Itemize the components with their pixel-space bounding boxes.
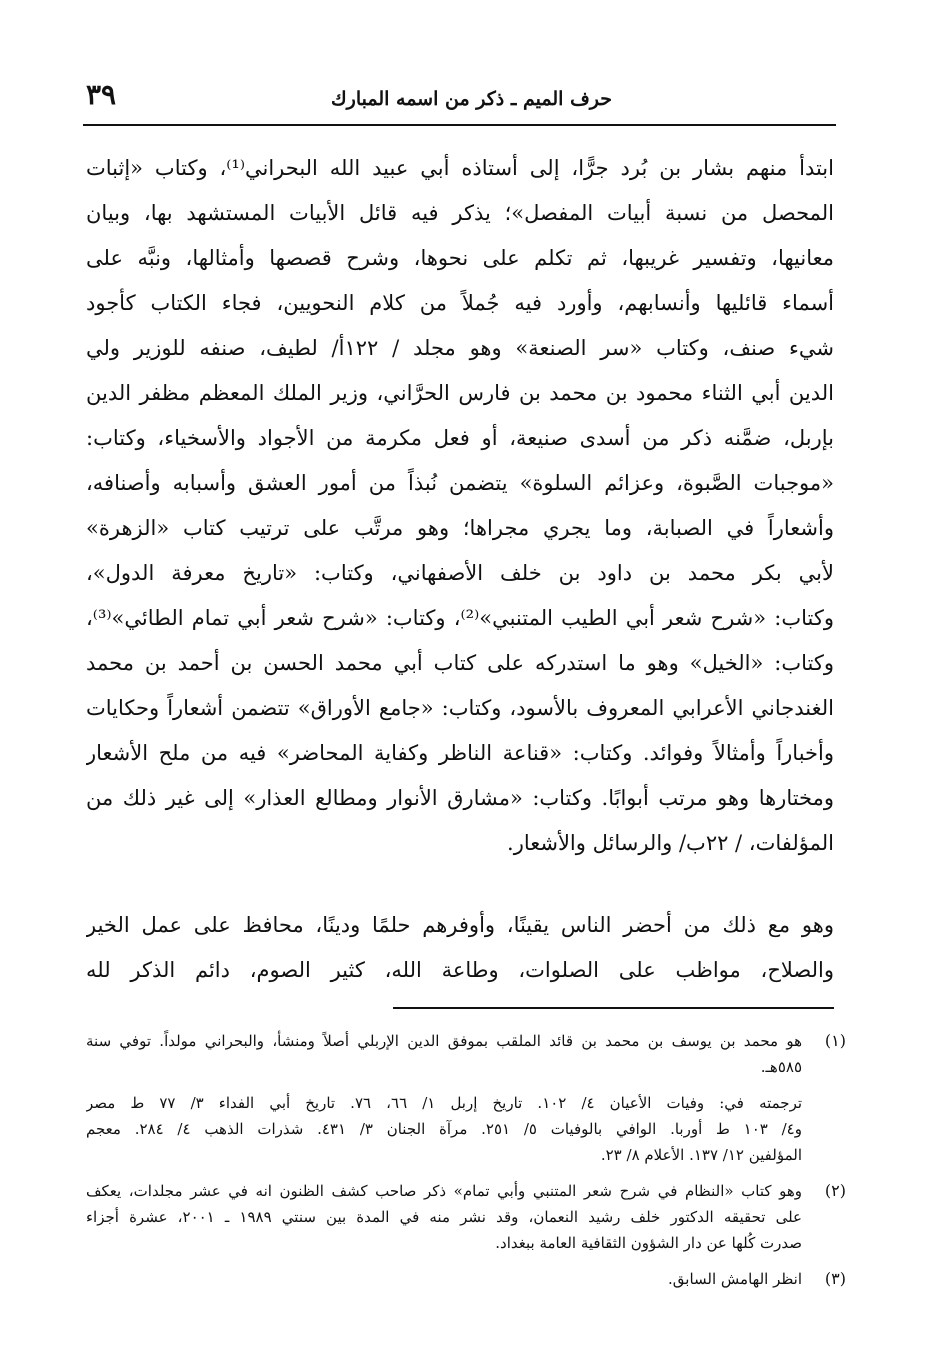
footnote xyxy=(86,1028,846,1168)
text-line: وكتاب: «شرح شعر أبي الطيب المتنبي»⁽²⁾، وكتاب: «شرح شعر أبي تمام الطائي»⁽³⁾، xyxy=(86,606,834,630)
text-line: «موجبات الصَّبوة، وعزائم السلوة» يتضمن نُبذاً من أمور العشق وأسبابه وأصنافه، xyxy=(86,471,834,495)
footnote-number: (٢) xyxy=(824,1181,846,1200)
text-line: وأخباراً وأمثالاً وفوائد. وكتاب: «قناعة الناظر وكفاية المحاضر» فيه من ملح الأشعار xyxy=(86,741,834,765)
footnote-line: انظر الهامش السابق. xyxy=(668,1270,802,1288)
footnote-line: و٤/ ١٠٣ ط أوربا. الوافي بالوفيات ٥/ ٢٥١. مرآة الجنان ٣/ ٤٣١. شذرات الذهب ٤/ ٢٨٤. معجم xyxy=(86,1120,802,1138)
text-line: وأشعاراً في الصبابة، وما يجري مجراها؛ وهو مرتَّب على ترتيب كتاب «الزهرة» xyxy=(86,516,834,540)
text-line: لأبي بكر محمد بن داود بن خلف الأصفهاني، وكتاب: «تاريخ معرفة الدول»، xyxy=(86,561,834,585)
text-line: ومختارها وهو مرتب أبوابًا. وكتاب: «مشارق الأنوار ومطالع العذار» إلى غير ذلك من xyxy=(86,786,834,810)
footnote-number: (٣) xyxy=(824,1269,846,1288)
text-line: وكتاب: «الخيل» وهو ما استدركه على كتاب أبي محمد الحسن بن أحمد بن محمد xyxy=(86,651,834,675)
text-line: الغندجاني الأعرابي المعروف بالأسود، وكتاب: «جامع الأوراق» تتضمن أشعاراً وحكايات xyxy=(86,696,834,720)
footnote-line: المؤلفين ١٢/ ١٣٧. الأعلام ٨/ ٢٣. xyxy=(600,1146,802,1164)
footnote-line: وهو كتاب «النظام في شرح شعر المتنبي وأبي تمام» ذكر صاحب كشف الظنون انه في عشر مجلدات، يعكف xyxy=(86,1182,802,1200)
footnote-line: ٥٨٥هـ. xyxy=(760,1058,802,1076)
footnote xyxy=(86,1178,846,1256)
text-line: المحصل من نسبة أبيات المفصل»؛ يذكر فيه قائل الأبيات المستشهد بها، وبيان xyxy=(86,201,834,225)
footnote-number: (١) xyxy=(824,1031,846,1050)
footnote-line: هو محمد بن يوسف بن محمد بن قائد الملقب بموفق الدين الإربلي أصلاً ومنشأ، والبحراني مولداً. توفي سنة xyxy=(86,1032,802,1050)
footnote xyxy=(86,1266,846,1292)
footnote-line: على تحقيقه الدكتور خلف رشيد النعمان، وقد نشر منه في المدة بين سنتي ١٩٨٩ ـ ٢٠٠١، عشرة أجزاء xyxy=(86,1208,802,1226)
text-line: والصلاح، مواظب على الصلوات، وطاعة الله، كثير الصوم، دائم الذكر لله xyxy=(86,958,834,982)
main-text xyxy=(86,146,834,993)
text-line: شيء صنف، وكتاب «سر الصنعة» وهو مجلد / ١٢٢أ/ لطيف، صنفه للوزير ولي xyxy=(86,336,834,360)
text-line: بإربل، ضمَّنه ذكر من أسدى صنيعة، أو فعل مكرمة من الأجواد والأسخياء، وكتاب: xyxy=(86,426,834,450)
footnotes xyxy=(86,1028,846,1302)
text-line: الدين أبي الثناء محمود بن محمد بن فارس الحرَّاني، وزير الملك المعظم مظفر الدين xyxy=(86,381,834,405)
text-line: أسماء قائليها وأنسابهم، وأورد فيه جُملاً من كلام النحويين، فجاء الكتاب كأجود xyxy=(86,291,834,315)
footnote-line: صدرت كُلها عن دار الشؤون الثقافية العامة ببغداد. xyxy=(495,1234,802,1252)
text-line: المؤلفات، / ٢٢ب/ والرسائل والأشعار. xyxy=(507,831,834,855)
text-line: ابتدأ منهم بشار بن بُرد جرًّا، إلى أستاذه أبي عبيد الله البحراني⁽¹⁾، وكتاب «إثبات xyxy=(86,156,834,180)
text-line: وهو مع ذلك من أحضر الناس يقينًا، وأوفرهم حلمًا ودينًا، محافظ على عمل الخير xyxy=(86,913,834,937)
page-number: ٣٩ xyxy=(86,78,117,111)
header-rule xyxy=(83,124,836,126)
footnote-rule xyxy=(393,1007,834,1009)
running-title: حرف الميم ـ ذكر من اسمه المبارك xyxy=(330,88,613,110)
footnote-line: ترجمته في: وفيات الأعيان ٤/ ١٠٢. تاريخ إربل ١/ ٦٦، ٧٦. تاريخ أبي الفداء ٣/ ٧٧ ط مصر xyxy=(86,1094,802,1112)
text-line: معانيها، وتفسير غريبها، ثم تكلم على نحوها، وشرح قصصها وأمثالها، ونبَّه على xyxy=(86,246,834,270)
